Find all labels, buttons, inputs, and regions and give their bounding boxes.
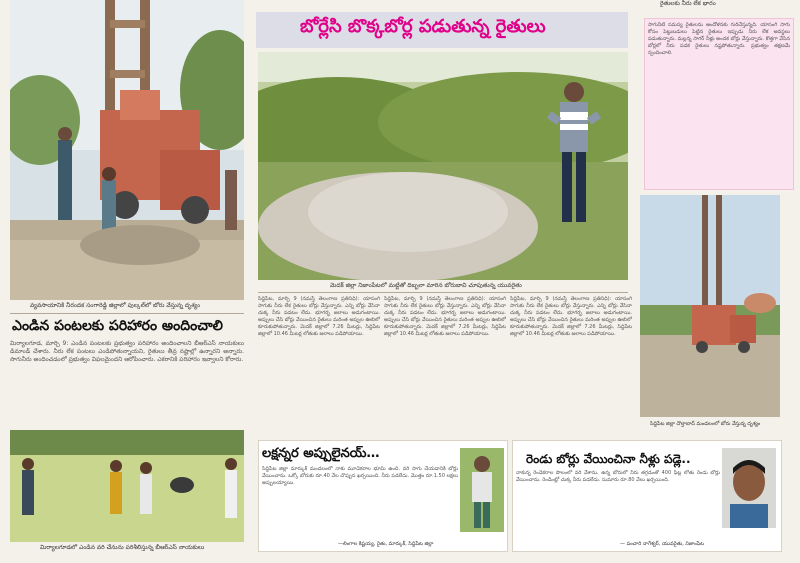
quote-box-1-body: సిద్దిపేట జిల్లా మార్కుక్ మండలంలో నాకు మూడెకరాల భూమి ఉంది. వరి సాగు చేయడానికి బోర్లు వేయించాను. ఒక్కో బోరుకు రూ.40 వేల చొప్పున ఖర్చయింది. నీరు పడలేదు. మొత్తం రూ.1.50 లక్షలు అప్పులయ్యాయి. [262,466,458,486]
farmer-portrait-2 [722,448,776,528]
mid-article-col1: సిద్దిపేట, మార్చి 9 (నమస్తే తెలంగాణ ప్రతినిధి): యాసంగి సాగుకు నీరు లేక రైతులు బోర్లు వేస్తున్నారు. ఎన్ని బోర్లు వేసినా చుక్క నీరు పడటం లేదు. భూగర్భ జలాలు అడుగంటాయి. అప్పులు చేసి బోర్లు వేయించిన రైతులు మరింత అప్పుల ఊబిలో కూరుకుపోతున్నారు. మెదక్ జిల్లాలో 7.26 మీటర్లు, సిద్దిపేట జిల్లాలో 10.46 మీటర్ల లోతుకు జలాలు పడిపోయాయి. [258,296,380,337]
right-borewell-photo [640,195,780,417]
borewell-rig-photo [10,0,244,300]
farmer-portrait-illustration [460,448,504,532]
highlight-box-body: సాగునీటి సమస్య రైతులను ఆందోళనకు గురిచేస్తున్నది. యాసంగి సాగు కోసం పెట్టుబడులు పెట్టిన రైతులు ఇప్పుడు నీరు లేక అవస్థలు పడుతున్నారు. మల్లన్న సాగర్ నీళ్లు అందక బోర్లు వేస్తున్నారు. కొత్తగా వేసిన బోర్లలో నీరు పడక రైతులు నష్టపోతున్నారు. ప్రభుత్వం తక్షణమే స్పందించాలి. [648,22,790,56]
right-borewell-illustration [640,195,780,417]
young-farmer-photo [258,52,628,280]
quote-box-2-headline: రెండు బోర్లు వేయించినా నీళ్లు పడ్లె.. [526,452,691,466]
left-bottom-caption: మిర్యాలగూడలో ఎండిన వరి చేనును పరిశీలిస్తున్న బీఆర్‌ఎస్ నాయకులు [40,544,205,551]
quote-box-2-body: నాకున్న రెండెకరాల పొలంలో వరి వేశాను. ఉన్న బోరులో నీరు తగ్గడంతో 400 ఫీట్ల లోతు రెండు బోర్లు వేయించాను. రెండింట్లో చుక్క నీరు పడలేదు. సుమారు రూ.80 వేలు ఖర్చయింది. [516,470,720,483]
quote-box-1-signature: —లింగాల కిష్టయ్య, రైతు, మార్కుక్, సిద్దిపేట జిల్లా [338,541,434,547]
left-headline: ఎండిన పంటలకు పరిహారం అందించాలి [12,318,223,334]
paddy-field-photo [10,430,244,542]
left-article-body: మిర్యాలగూడ, మార్చి 9: ఎండిన పంటలకు ప్రభుత్వం పరిహారం అందించాలని బీఆర్‌ఎస్ నాయకులు డిమాండ్ చేశారు. నీరు లేక పంటలు ఎండిపోతున్నాయని, రైతులు తీవ్ర నష్టాల్లో ఉన్నారని అన్నారు. సాగునీరు అందించడంలో ప్రభుత్వం విఫలమైందని ఆరోపించారు. ఎకరానికి పరిహారం ఇవ్వాలని కోరారు. [10,340,244,363]
right-top-line: రైతులకు నీరు లేక భారం [660,0,716,7]
mid-article-col3: సిద్దిపేట, మార్చి 9 (నమస్తే తెలంగాణ ప్రతినిధి): యాసంగి సాగుకు నీరు లేక రైతులు బోర్లు వేస్తున్నారు. ఎన్ని బోర్లు వేసినా చుక్క నీరు పడటం లేదు. భూగర్భ జలాలు అడుగంటాయి. అప్పులు చేసి బోర్లు వేయించిన రైతులు మరింత అప్పుల ఊబిలో కూరుకుపోతున్నారు. మెదక్ జిల్లాలో 7.26 మీటర్లు, సిద్దిపేట జిల్లాలో 10.46 మీటర్ల లోతుకు జలాలు పడిపోయాయి. [510,296,632,337]
farmer-portrait-2-illustration [722,448,776,528]
mid-article-col2: సిద్దిపేట, మార్చి 9 (నమస్తే తెలంగాణ ప్రతినిధి): యాసంగి సాగుకు నీరు లేక రైతులు బోర్లు వేస్తున్నారు. ఎన్ని బోర్లు వేసినా చుక్క నీరు పడటం లేదు. భూగర్భ జలాలు అడుగంటాయి. అప్పులు చేసి బోర్లు వేయించిన రైతులు మరింత అప్పుల ఊబిలో కూరుకుపోతున్నారు. మెదక్ జిల్లాలో 7.26 మీటర్లు, సిద్దిపేట జిల్లాలో 10.46 మీటర్ల లోతుకు జలాలు పడిపోయాయి. [384,296,506,337]
mid-photo-caption: మెదక్ జిల్లా నిజాంపేటలో మట్టితో దిబ్బలా మారిన బోరుబావి చూపుతున్న యువరైతు [330,282,522,289]
main-headline: బోర్లేసి బొక్కబోర్ల పడుతున్న రైతులు [300,16,546,37]
quote-box-1-headline: లక్షన్నర అప్పులైనయ్… [262,446,380,461]
quote-box-2-signature: — పంచారి నాగేశ్వర్, యువరైతు, నిజాంపేట [620,541,705,547]
farmer-soil-mound-illustration [258,52,628,280]
left-photo-caption: వ్యవసాయానికి నీరందక సంగారెడ్డి జిల్లాలో పుల్కల్‌లో బోరు వేస్తున్న దృశ్యం [30,302,201,309]
borewell-rig-illustration [10,0,244,300]
divider [10,313,244,314]
right-photo-caption: సిద్దిపేట జిల్లా దౌల్తాబాద్ మండలంలో బోరు వేస్తున్న దృశ్యం [650,421,761,427]
farmer-portrait-1 [460,448,504,532]
divider [258,292,628,293]
paddy-field-illustration [10,430,244,542]
